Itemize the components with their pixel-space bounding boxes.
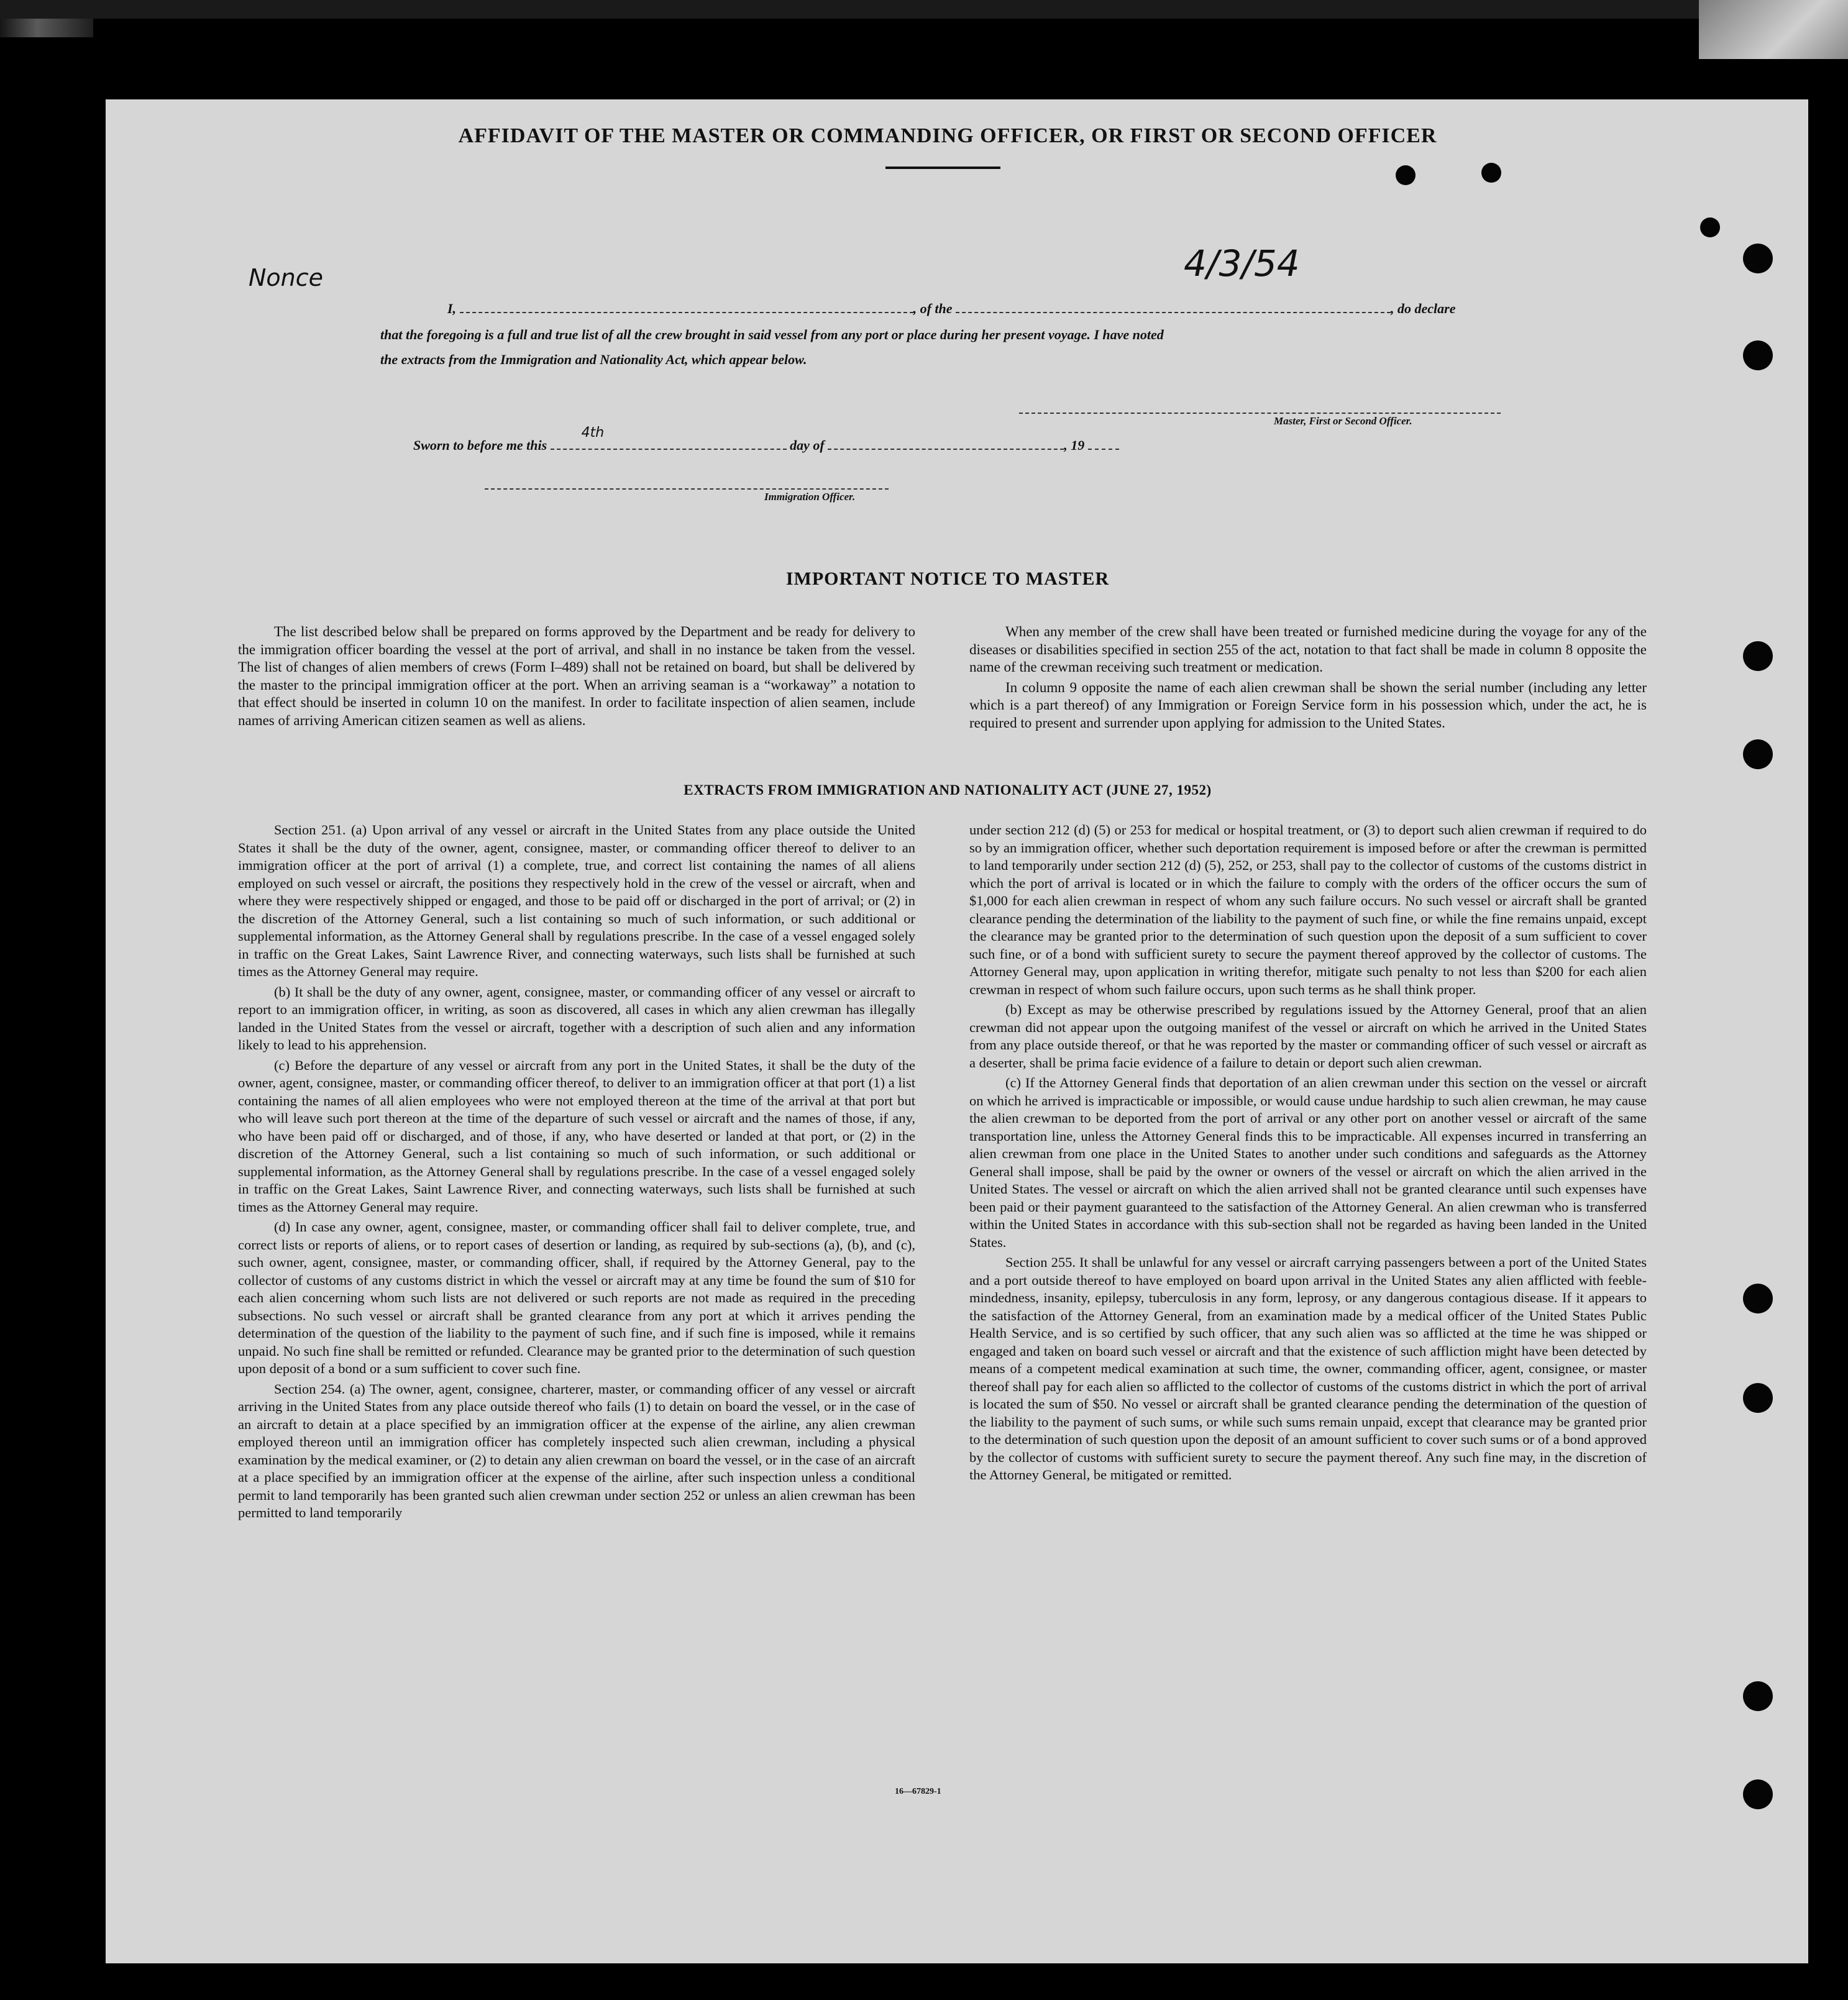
notice-title: IMPORTANT NOTICE TO MASTER: [785, 568, 1110, 589]
section-254-c: (c) If the Attorney General finds that deportation of an alien crewman under this section on the vessel or aircraft on which he arrived is impracticable or impossible, or would cause undue hardship to such alien crewman, he may cause the alien crewman to be deported from the port of arrival or any other port on another vessel or aircraft of the same transportation line, unless the Attorney General finds this to be impracticable. All expenses incurred in transferring an alien crewman from one place in the United States to another under such conditions and safeguards as the Attorney General shall impose, shall be paid by the owner or owners of the vessel or aircraft on which the alien arrived in the United States. The vessel or aircraft on which the alien arrived shall not be granted clearance until such expenses have been paid or their payment guaranteed to the satisfaction of the Attorney General. An alien crewman who is transferred within the United States in accordance with this sub-section shall not be regarded as having been landed in the United States.: [969, 1075, 1647, 1250]
notice-right-paragraph-2: In column 9 opposite the name of each alien crewman shall be shown the serial number (including any letter which is a part thereof) of any Immigration or Foreign Service form in his possession which, under the act, he is required to present and surrender upon applying for admission to the United States.: [969, 679, 1647, 731]
notice-left-column: [238, 623, 915, 732]
declaration-line-3: the extracts from the Immigration and Nationality Act, which appear below.: [380, 352, 807, 367]
affidavit-title: AFFIDAVIT OF THE MASTER OR COMMANDING OFFICER, OR FIRST OR SECOND OFFICER: [458, 124, 1437, 147]
name-field-line: [460, 302, 913, 313]
punch-hole: [1743, 641, 1773, 671]
section-255: Section 255. It shall be unlawful for any vessel or aircraft carrying passengers between a port of the United States and a port outside thereof to have employed on board upon arrival in the United States any alien afflicted with feeble-mindedness, insanity, epilepsy, tuberculosis in any form, leprosy, or any dangerous contagious disease. If it appears to the satisfaction of the Attorney General, from an examination made by a medical officer of the United States Public Health Service, and is so certified by such officer, that any such alien was so afflicted at the time he was shipped or engaged and taken on board such vessel or aircraft and that the existence of such affliction might have been detected by means of a competent medical examination at such time, the owner, commanding officer, agent, consignee, or master thereof shall pay for each alien so afflicted to the collector of customs of the customs district in which the port of arrival is located the sum of $50. No vessel or aircraft shall be granted clearance pending the determination of the question of the liability to the payment of such sums, or while such sums remain unpaid, except that clearance may be granted prior to the determination of such question upon the deposit of an amount sufficient to cover such sums or of a bond approved by the collector of customs with sufficient surety to secure the payment thereof. Any such fine may, in the discretion of the Attorney General, be mitigated or remitted.: [969, 1254, 1647, 1482]
immigration-officer-line: [485, 478, 889, 490]
master-signature-caption: Master, First or Second Officer.: [1274, 415, 1412, 427]
form-code: 16—67829-1: [895, 1787, 941, 1796]
notice-right-paragraph-1: When any member of the crew shall have been treated or furnished medicine during the voyage for any of the diseases or disabilities specified in section 255 of the act, notation to that fact shall be made in column 8 opposite the name of the crewman receiving such treatment or medication.: [969, 624, 1647, 675]
notice-right-column: [969, 623, 1647, 734]
section-254-a: Section 254. (a) The owner, agent, consignee, charterer, master, or commanding officer of any vessel or aircraft arriving in the United States from any place outside thereof who fails (1) to detain on board the vessel, or in the case of an aircraft to detain at a place specified by an immigration officer at the expense of the airline, any alien crewman employed thereon until an immigration officer has completely inspected such alien crewman, including a physical examination by the medical examiner, or (2) to detain any alien crewman on board the vessel, or in the case of an aircraft at a place specified by an immigration officer at the expense of the airline, after such inspection unless a conditional permit to land temporarily has been granted such alien crewman under section 252 or unless an alien crewman has been permitted to land temporarily: [238, 1381, 915, 1520]
declaration-line-2: that the foregoing is a full and true list of all the crew brought in said vessel from any port or place during her present voyage. I have noted: [380, 327, 1164, 342]
punch-hole: [1700, 217, 1720, 237]
punch-hole: [1743, 244, 1773, 273]
sworn-day-line: [551, 425, 787, 450]
title-rule: [885, 167, 1000, 169]
punch-hole: [1396, 165, 1416, 185]
punch-hole: [1481, 163, 1501, 183]
master-signature-line: [1019, 403, 1501, 414]
do-declare-label: , do declare: [1391, 301, 1456, 316]
extracts-title: EXTRACTS FROM IMMIGRATION AND NATIONALITY ACT (JUNE 27, 1952): [684, 782, 1212, 798]
extracts-left-column: [238, 821, 915, 1525]
section-254-a-continued: under section 212 (d) (5) or 253 for medical or hospital treatment, or (3) to deport such alien crewman if required to do so by an immigration officer, whether such deportation requirement is imposed before or after the crewman is permitted to land temporarily under section 212 (d) (5), 252, or 253, shall pay to the collector of customs of the customs district in which the port of arrival is located or in which the failure to comply with the orders of the officer occurs the sum of $1,000 for each alien crewman in respect of whom any such failure occurs. No such vessel or aircraft shall be granted clearance pending the determination of the liability to the payment of such fine, or while the fine remains unpaid, except the clearance may be granted prior to the determination of such question upon the deposit of a sum sufficient to cover such fine, or of a bond with sufficient surety to secure the payment thereof approved by the collector of customs. The Attorney General may, upon application in writing therefor, mitigate such penalty to not less than $200 for each alien crewman in respect of whom such failure occurs, upon such terms as he shall think proper.: [969, 822, 1647, 997]
of-the-label: , of the: [913, 301, 953, 316]
section-251-a: Section 251. (a) Upon arrival of any vessel or aircraft in the United States from any place outside the United States it shall be the duty of the owner, agent, consignee, master, or commanding officer thereof to deliver to an immigration officer at the port of arrival (1) a complete, true, and correct list containing the names of all aliens employed on such vessel or aircraft, the positions they respectively hold in the crew of the vessel or aircraft, when and where they were respectively shipped or engaged, and those to be paid off or discharged in the port of arrival; or (2) in the discretion of the Attorney General, such a list containing so much of such information, or such additional or supplemental information, as the Attorney General shall by regulations prescribe. In the case of a vessel engaged solely in traffic on the Great Lakes, Saint Lawrence River, and connecting waterways, such lists shall be furnished at such times as the Attorney General may require.: [238, 822, 915, 979]
section-254-b: (b) Except as may be otherwise prescribed by regulations issued by the Attorney General, proof that an alien crewman did not appear upon the outgoing manifest of the vessel or aircraft on which he arrived in the United States from any place outside thereof, or that he was reported by the master or commanding officer of such vessel or aircraft as a deserter, shall be prima facie evidence of a failure to detain or deport such alien crewman.: [969, 1002, 1647, 1071]
scan-edge-top: [0, 0, 1848, 19]
handwritten-note: Nonce: [249, 264, 324, 291]
section-251-b: (b) It shall be the duty of any owner, agent, consignee, master, or commanding officer of any vessel or aircraft to report to an immigration officer, in writing, as soon as discovered, all cases in which any alien crewman has illegally landed in the United States from the vessel or aircraft, together with a description of such alien and any information likely to lead to his apprehension.: [238, 984, 915, 1053]
section-251-d: (d) In case any owner, agent, consignee, master, or commanding officer shall fail to deliver complete, true, and correct lists or reports of aliens, or to report cases of desertion or landing, as required by sub-sections (a), (b), and (c), such owner, agent, consignee, master, or commanding officer, shall, if required by the Attorney General, pay to the collector of customs of any customs district in which the vessel or aircraft may at any time be found the sum of $10 for each alien concerning whom such lists are not delivered or such reports are not made as required in the preceding subsections. No such vessel or aircraft shall be granted clearance from any port at which it arrives pending the determination of the question of the liability to the payment of such fine, and if such fine is imposed, while it remains unpaid. No such fine shall be remitted or refunded. Clearance may be granted prior to the determination of such question upon deposit of a bond or a sum sufficient to cover such fine.: [238, 1219, 915, 1376]
day-of-label: day of: [790, 437, 825, 453]
punch-hole: [1743, 1383, 1773, 1413]
sworn-month-line: [828, 439, 1064, 450]
sworn-line: [413, 425, 1283, 459]
extracts-right-column: [969, 821, 1647, 1487]
immigration-officer-caption: Immigration Officer.: [764, 491, 856, 503]
punch-hole: [1743, 1779, 1773, 1809]
vessel-field-line: [956, 302, 1391, 313]
punch-hole: [1743, 739, 1773, 769]
year-line: [1088, 439, 1119, 450]
sworn-day-handwritten: 4th: [581, 425, 605, 441]
notice-left-paragraph: The list described below shall be prepared on forms approved by the Department and be ready for delivery to the immigration officer boarding the vessel at the port of arrival, and shall in no instance be taken from the vessel. The list of changes of alien members of crews (Form I–489) shall not be retained on board, but shall be delivered by the master to the principal immigration officer at the port. When an arriving seaman is a “workaway” a notation to that effect should be inserted in column 10 on the manifest. In order to facilitate inspection of alien seamen, include names of arriving American citizen seamen as well as aliens.: [238, 624, 915, 728]
punch-hole: [1743, 340, 1773, 370]
sworn-label: Sworn to before me this: [413, 437, 547, 453]
i-label: I,: [447, 301, 457, 316]
handwritten-date: 4/3/54: [1184, 242, 1300, 285]
section-251-c: (c) Before the departure of any vessel or aircraft from any port in the United States, it shall be the duty of the owner, agent, consignee, master, or commanding officer thereof, to deliver to an immigration officer at that port (1) a list containing the names of all alien employees who were not employed thereon at the time of the arrival at that port but who will leave such port thereon at the time of the departure of such vessel or aircraft and the names of those, if any, who have been paid off or discharged, and of those, if any, who have deserted or landed at that port, or (2) in the discretion of the Attorney General, such a list containing so much of such information, or such additional or supplemental information, as the Attorney General shall by regulations prescribe. In the case of a vessel engaged solely in traffic on the Great Lakes, Saint Lawrence River, and connecting waterways, such lists shall be furnished at such times as the Attorney General may require.: [238, 1057, 915, 1215]
punch-hole: [1743, 1681, 1773, 1711]
scan-edge-top-right: [1699, 0, 1848, 59]
declaration-line-1: [447, 296, 1504, 322]
year-label: , 19: [1064, 437, 1085, 453]
punch-hole: [1743, 1284, 1773, 1313]
